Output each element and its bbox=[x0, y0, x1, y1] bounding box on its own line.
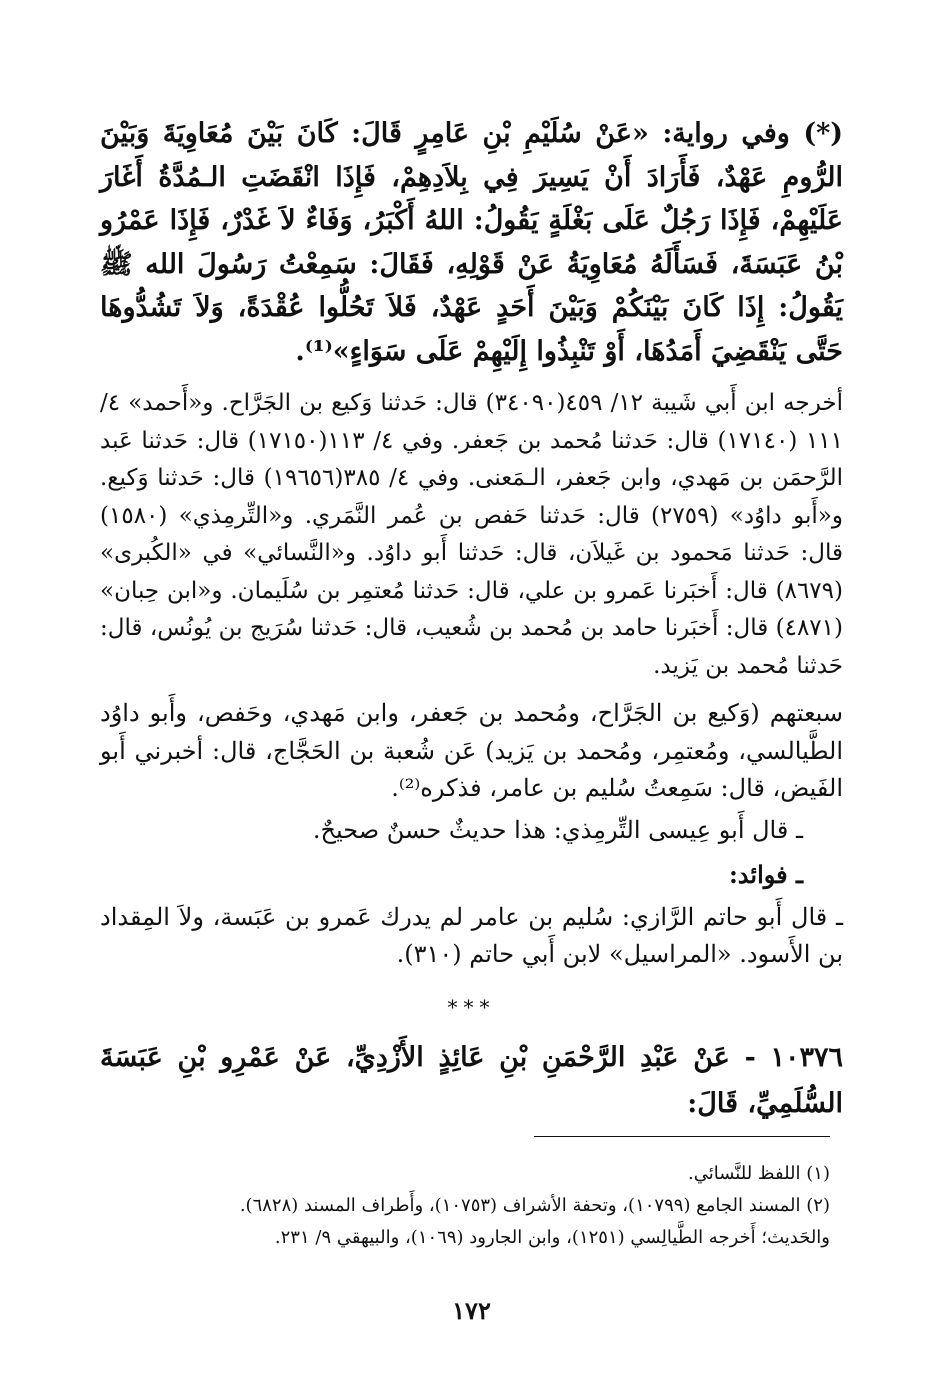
benefit-text: ـ قال أَبو حاتم الرَّازي: سُليم بن عامر لم يدرك عَمرو بن عَبَسة، ولاَ المِقداد بن الأَسود. «المراسيل» لابن أَبي حاتم (٣١٠). bbox=[100, 902, 843, 968]
footnotes bbox=[100, 1158, 830, 1254]
benefits-heading: ـ فوائد: bbox=[728, 859, 803, 889]
footnote-2: (٢) المسند الجامع (١٠٧٩٩)، وتحفة الأشراف (١٠٧٥٣)، وأَطراف المسند (٦٨٢٨). bbox=[239, 1195, 830, 1216]
page-number: ١٧٢ bbox=[452, 1296, 491, 1325]
next-hadith-text: ١٠٣٧٦ - عَنْ عَبْدِ الرَّحْمَنِ بْنِ عَائِذٍ الأَزْدِيِّ، عَنْ عَمْرِو بْنِ عَبَسَةَ السُّلَمِيِّ، قَالَ: bbox=[100, 1041, 843, 1119]
hadith-text: (*) وفي رواية: «عَنْ سُلَيْمِ بْنِ عَامِرٍ قَالَ: كَانَ بَيْنَ مُعَاوِيَةَ وَبَيْنَ الرُّومِ عَهْدٌ، فَأَرَادَ أَنْ يَسِيرَ فِي بِلاَدِهِمْ، فَإِذَا انْقَضَتِ الـمُدَّةُ أَغَارَ عَلَيْهِمْ، فَإِذَا رَجُلٌ عَلَى بَغْلَةٍ يَقُولُ: اللهُ أَكْبَرُ، وَفَاءٌ لاَ غَدْرٌ، فَإِذَا عَمْرُو بْنُ عَبَسَةَ، فَسَأَلَهُ مُعَاوِيَةُ عَنْ قَوْلِهِ، فَقَالَ: سَمِعْتُ رَسُولَ الله ﷺ يَقُولُ: إِذَا كَانَ بَيْنَكُمْ وَبَيْنَ أَحَدٍ عَهْدٌ، فَلاَ تَحُلُّوا عُقْدَةً، وَلاَ تَشُدُّوهَا حَتَّى يَنْقَضِيَ أَمَدُهَا، أَوْ تَنْبِذُوا إِلَيْهِمْ عَلَى سَوَاءٍ»⁽¹⁾. bbox=[100, 118, 843, 367]
footnote-divider bbox=[534, 1136, 830, 1137]
narrators-paragraph: سبعتهم (وَكيع بن الجَرَّاح، ومُحمد بن جَعفر، وابن مَهدي، وحَفص، وأَبو داوُد الطَّيالسي، ومُعتمِر، ومُحمد بن يَزيد) عَن شُعبة بن الحَجَّاج، قال: أخبرني أَبو الفَيض، قال: سَمِعتُ سُليم بن عامر، فذكره⁽²⁾. bbox=[100, 699, 843, 802]
sources-paragraph: أخرجه ابن أَبي شَيبة ١٢/ ٤٥٩(٣٤٠٩٠) قال: حَدثنا وَكيع بن الجَرَّاح. و«أَحمد» ٤/ ١١١ (١٧١٤٠) قال: حَدثنا مُحمد بن جَعفر. وفي ٤/ ١١٣(١٧١٥٠) قال: حَدثنا عَبد الرَّحمَن بن مَهدي، وابن جَعفر، الـمَعنى. وفي ٤/ ٣٨٥(١٩٦٥٦) قال: حَدثنا وَكيع. و«أَبو داوُد» (٢٧٥٩) قال: حَدثنا حَفص بن عُمر النَّمَري. و«التِّرمِذي» (١٥٨٠) قال: حَدثنا مَحمود بن غَيلاَن، قال: حَدثنا أَبو داوُد. و«النَّسائي» في «الكُبرى» (٨٦٧٩) قال: أَخبَرنا عَمرو بن علي، قال: حَدثنا مُعتمِر بن سُلَيمان. و«ابن حِبان» (٤٨٧١) قال: أَخبَرنا حامد بن مُحمد بن شُعيب، قال: حَدثنا سُرَيج بن يُونُس، قال: حَدثنا مُحمد بن يَزيد. bbox=[100, 390, 844, 679]
footnote-1: (١) اللفظ للنَّسائي. bbox=[688, 1163, 830, 1184]
footnote-2-continued: والحَديث؛ أَخرجه الطَّيالِسي (١٢٥١)، وابن الجارود (١٠٦٩)، والبيهقي ٩/ ٢٣١. bbox=[274, 1227, 830, 1248]
tirmidhi-note: ـ قال أَبو عِيسى التِّرمِذي: هذا حديثٌ حسنٌ صحيحٌ. bbox=[312, 815, 803, 844]
section-separator: *** bbox=[447, 994, 496, 1019]
